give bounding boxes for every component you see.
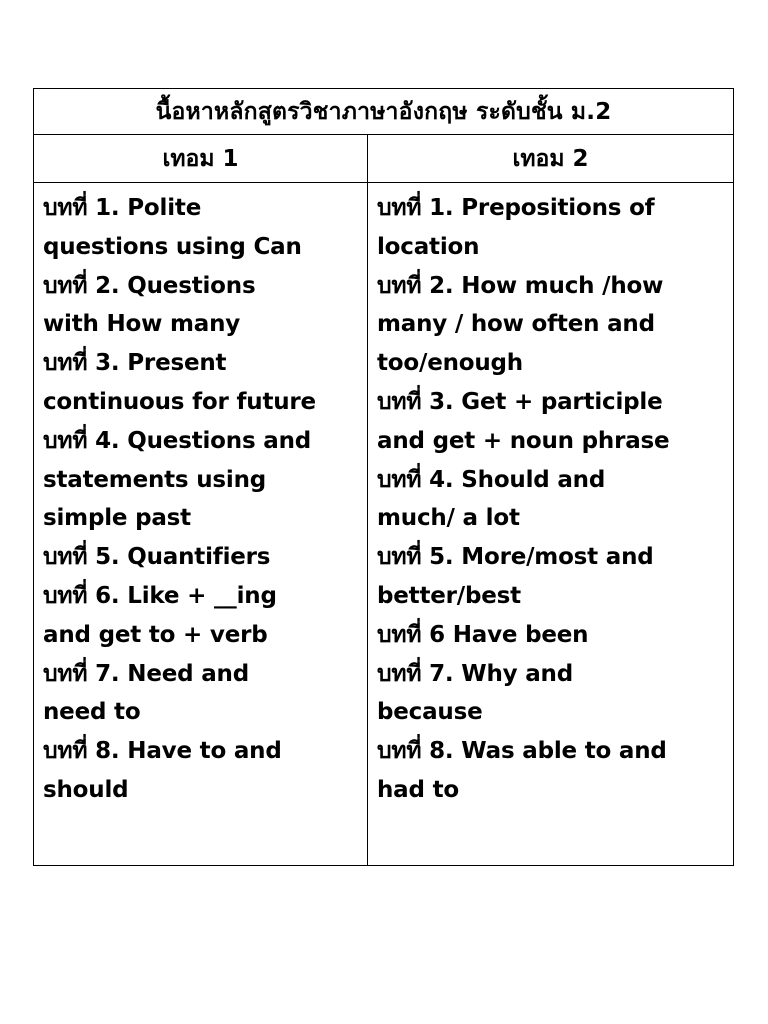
term-2-lesson-line: บทที่ 3. Get + participle xyxy=(377,388,663,415)
term-2-lesson-line: had to xyxy=(377,776,459,803)
term-1-header: เทอม 1 xyxy=(34,135,368,183)
term-2-lessons-cell xyxy=(368,183,734,866)
term-1-lesson-line: need to xyxy=(43,699,141,726)
term-2-lesson-line: บทที่ 8. Was able to and xyxy=(377,738,667,765)
term-1-lesson-line: บทที่ 3. Present xyxy=(43,350,227,377)
term-2-lesson-line: บทที่ 2. How much /how xyxy=(377,272,664,299)
term-1-lesson-line: simple past xyxy=(43,505,191,532)
term-1-lessons-cell xyxy=(34,183,368,866)
header-row xyxy=(34,135,734,183)
term-1-lesson-line: บทที่ 5. Quantifiers xyxy=(43,544,271,571)
term-2-lesson-line: บทที่ 5. More/most and xyxy=(377,544,654,571)
term-2-lesson-line: many / how often and xyxy=(377,311,655,338)
term-2-lesson-line: much/ a lot xyxy=(377,505,520,532)
term-2-lesson-line: and get + noun phrase xyxy=(377,427,670,454)
term-1-lesson-line: บทที่ 1. Polite xyxy=(43,195,202,221)
term-2-lesson-line: บทที่ 1. Prepositions of xyxy=(377,195,655,221)
term-1-lesson-line: บทที่ 6. Like + __ing xyxy=(43,582,277,609)
term-2-lesson-line: location xyxy=(377,233,480,260)
content-row xyxy=(34,183,734,866)
term-1-lesson-line: statements using xyxy=(43,466,267,493)
table-title: นื้อหาหลักสูตรวิชาภาษาอังกฤษ ระดับชั้น ม.2 xyxy=(34,89,734,135)
title-row xyxy=(34,89,734,135)
term-1-lesson-line: continuous for future xyxy=(43,388,316,415)
term-1-lesson-line: should xyxy=(43,776,129,803)
term-2-lesson-line: because xyxy=(377,699,483,726)
term-1-lesson-list xyxy=(43,189,367,810)
term-2-lesson-line: บทที่ 4. Should and xyxy=(377,466,606,493)
term-1-lesson-line: บทที่ 2. Questions xyxy=(43,272,256,299)
term-1-lesson-line: questions using Can xyxy=(43,233,302,260)
term-2-lesson-line: บทที่ 6 Have been xyxy=(377,621,589,648)
term-1-lesson-line: and get to + verb xyxy=(43,621,268,648)
term-1-lesson-line: บทที่ 4. Questions and xyxy=(43,427,312,454)
term-2-lesson-line: บทที่ 7. Why and xyxy=(377,660,573,687)
term-2-header: เทอม 2 xyxy=(368,135,734,183)
term-2-lesson-line: too/enough xyxy=(377,350,523,377)
term-1-lesson-line: with How many xyxy=(43,311,241,338)
term-1-lesson-line: บทที่ 8. Have to and xyxy=(43,738,282,765)
term-2-lesson-list xyxy=(377,189,733,810)
term-2-lesson-line: better/best xyxy=(377,582,521,609)
term-1-lesson-line: บทที่ 7. Need and xyxy=(43,660,249,687)
curriculum-table xyxy=(33,88,734,866)
